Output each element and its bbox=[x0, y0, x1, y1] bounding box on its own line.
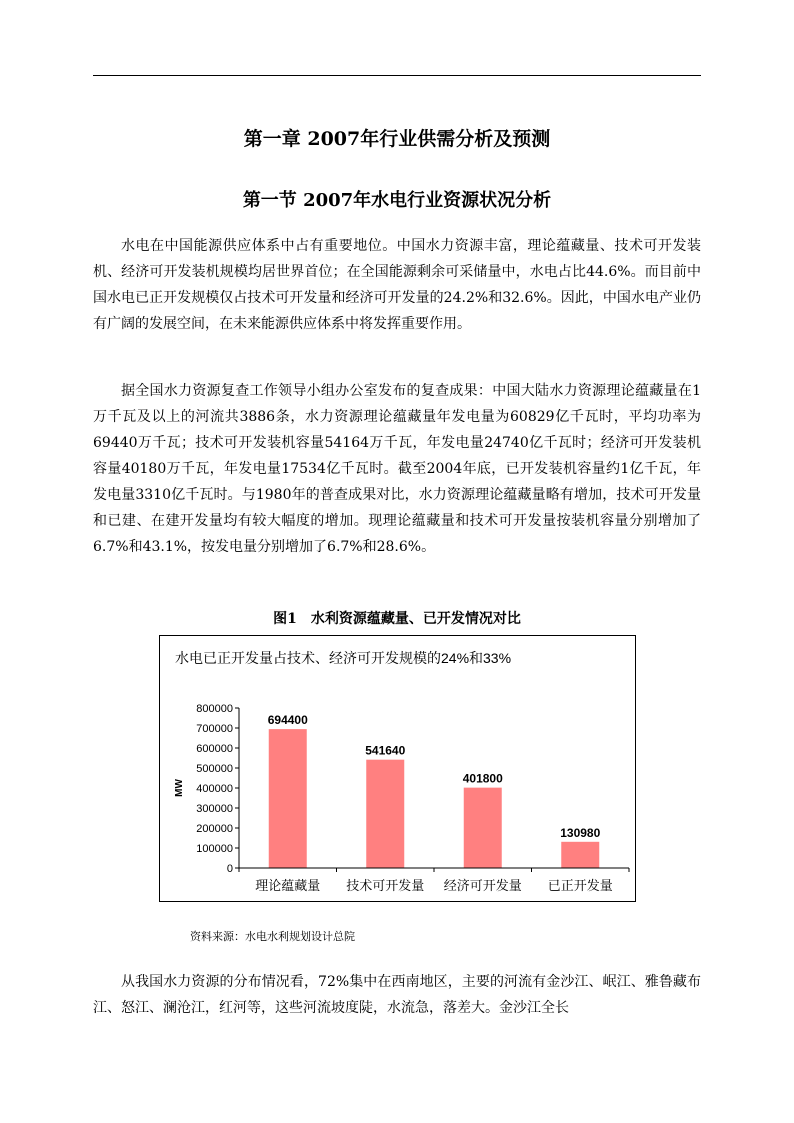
bars bbox=[268, 713, 601, 868]
chapter-title: 第一章 2007年行业供需分析及预测 bbox=[243, 128, 551, 150]
y-tick-label: 600000 bbox=[196, 743, 233, 755]
chart-title: 水电已正开发量占技术、经济可开发规模的24%和33% bbox=[175, 650, 512, 666]
y-tick-label: 800000 bbox=[196, 703, 233, 715]
x-tick-label: 技术可开发量 bbox=[346, 878, 425, 893]
source-note: 资料来源：水电水利规划设计总院 bbox=[190, 930, 355, 943]
x-tick-label: 理论蕴藏量 bbox=[255, 878, 321, 893]
y-axis bbox=[196, 703, 239, 875]
y-tick-label: 700000 bbox=[196, 723, 233, 735]
x-axis bbox=[239, 868, 629, 893]
bar bbox=[561, 842, 599, 868]
chart-frame bbox=[159, 635, 636, 902]
x-tick-label: 经济可开发量 bbox=[443, 878, 522, 893]
x-tick-label: 已正开发量 bbox=[547, 878, 613, 893]
bar-data-label: 401800 bbox=[462, 771, 503, 786]
paragraph-2: 据全国水力资源复查工作领导小组办公室发布的复查成果：中国大陆水力资源理论蕴藏量在1万千瓦及以上的河流共3886条，水力资源理论蕴藏量年发电量为60829亿千瓦时，平均功率为69440万千瓦；技术可开发装机容量54164万千瓦，年发电量24740亿千瓦时；经济可开发装机容量40180万千瓦，年发电量17534亿千瓦时。截至2004年底，已开发装机容量约1亿千瓦，年发电量3310亿千瓦时。与1980年的普查成果对比，水力资源理论蕴藏量略有增加，技术可开发量和已建、在建开发量均有较大幅度的增加。现理论蕴藏量和技术可开发量按装机容量分别增加了6.7%和43.1%，按发电量分别增加了6.7%和28.6%。 bbox=[93, 383, 701, 555]
bar bbox=[464, 788, 502, 868]
y-tick-label: 500000 bbox=[196, 763, 233, 775]
paragraph-1: 水电在中国能源供应体系中占有重要地位。中国水力资源丰富，理论蕴藏量、技术可开发装机、经济可开发装机规模均居世界首位；在全国能源剩余可采储量中，水电占比44.6%。而目前中国水电已正开发规模仅占技术可开发量和经济可开发量的24.2%和32.6%。因此，中国水电产业仍有广阔的发展空间，在未来能源供应体系中将发挥重要作用。 bbox=[93, 238, 701, 332]
bar-chart bbox=[160, 636, 635, 901]
figure-caption: 图1 水利资源蕴藏量、已开发情况对比 bbox=[273, 611, 521, 627]
section-title: 第一节 2007年水电行业资源状况分析 bbox=[242, 190, 552, 211]
bar-data-label: 694400 bbox=[267, 713, 308, 728]
header-rule bbox=[93, 75, 701, 76]
bar-data-label: 541640 bbox=[365, 743, 406, 758]
y-tick-label: 0 bbox=[226, 863, 233, 875]
bar bbox=[269, 729, 307, 868]
bar-data-label: 130980 bbox=[560, 825, 601, 840]
y-tick-label: 300000 bbox=[196, 803, 233, 815]
y-tick-label: 200000 bbox=[196, 823, 233, 835]
y-axis-label: MW bbox=[174, 779, 185, 797]
y-tick-label: 100000 bbox=[196, 843, 233, 855]
y-tick-label: 400000 bbox=[196, 783, 233, 795]
paragraph-3: 从我国水力资源的分布情况看，72%集中在西南地区，主要的河流有金沙江、岷江、雅鲁藏布江、怒江、澜沧江，红河等，这些河流坡度陡，水流急，落差大。金沙江全长 bbox=[93, 974, 701, 1016]
bar bbox=[366, 760, 404, 868]
